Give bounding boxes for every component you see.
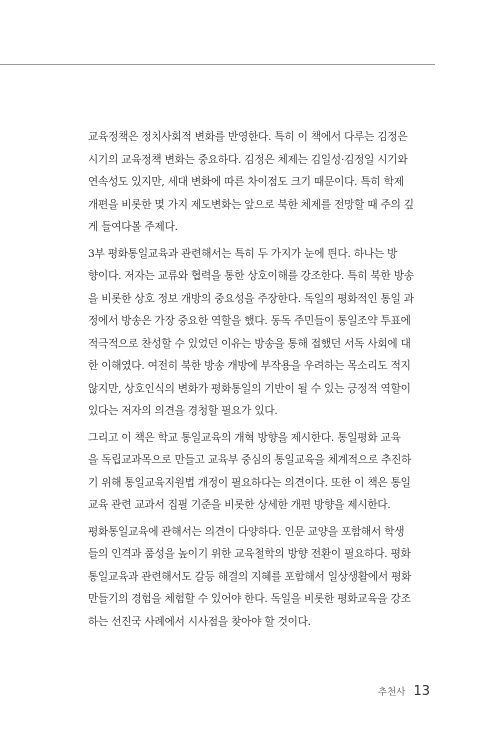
- paragraph-2-line-6: 한 이해였다. 여전히 북한 방송 개방에 부작용을 우려하는 목소리도 적지: [88, 360, 411, 372]
- page-footer: [378, 684, 430, 699]
- paragraph-4-line-3: 통일교육과 관련해서도 갈등 해결의 지혜를 포함해서 일상생활에서 평화: [88, 570, 412, 583]
- paragraph-3-line-4: 교육 관련 교과서 집필 기준을 비롯한 상세한 개편 방향을 제시한다.: [88, 499, 391, 511]
- footer-section-label: 추천사: [377, 687, 406, 698]
- paragraph-3-line-3: 기 위해 통일교육지원법 개정이 필요하다는 의견이다. 또한 이 책은 통일: [88, 476, 411, 489]
- body-text: [88, 126, 438, 633]
- paragraph-2-line-1: 3부 평화통일교육과 관련해서는 특히 두 가지가 눈에 띈다. 하나는 방: [88, 247, 398, 260]
- paragraph-2-line-4: 정에서 방송은 가장 중요한 역할을 했다. 동독 주민들이 통일조약 투표에: [88, 315, 411, 327]
- paragraph-2-line-2: 향이다. 저자는 교류와 협력을 통한 상호이해를 강조한다. 특히 북한 방송: [88, 270, 414, 282]
- paragraph-1-line-4: 개편을 비롯한 몇 가지 제도변화는 앞으로 북한 체제를 전망할 때 주의 깊: [88, 198, 414, 211]
- header-rule: [0, 64, 435, 65]
- paragraph-4-line-5: 하는 선진국 사례에서 시사점을 찾아야 할 것이다.: [88, 615, 311, 628]
- paragraph-2-line-7: 않지만, 상호인식의 변화가 평화통일의 기반이 될 수 있는 긍정적 역할이: [88, 382, 411, 395]
- page-number: 13: [413, 684, 430, 699]
- paragraph-1-line-2: 시기의 교육정책 변화는 중요하다. 김정은 체제는 김일성·김정일 시기와: [88, 153, 408, 166]
- paragraph-1-line-5: 게 들여다볼 주제다.: [88, 221, 178, 233]
- paragraph-2-line-5: 적극적으로 찬성할 수 있었던 이유는 방송을 통해 접했던 서독 사회에 대: [88, 337, 411, 350]
- paragraph-4-line-1: 평화통일교육에 관해서는 의견이 다양하다. 인문 교양을 포함해서 학생: [88, 525, 405, 538]
- paragraph-4-line-2: 들의 인격과 품성을 높이기 위한 교육철학의 방향 전환이 필요하다. 평화: [88, 548, 411, 560]
- paragraph-1-line-1: 교육정책은 정치사회적 변화를 반영한다. 특히 이 책에서 다루는 김정은: [88, 131, 408, 143]
- paragraph-3-line-2: 을 독립교과목으로 만들고 교육부 중심의 통일교육을 체계적으로 추진하: [88, 454, 412, 466]
- paragraph-1-line-3: 연속성도 있지만, 세대 변화에 따른 차이점도 크기 때문이다. 특히 학제: [88, 176, 404, 188]
- paragraph-4-line-4: 만들기의 경험을 체험할 수 있어야 한다. 독일을 비롯한 평화교육을 강조: [88, 593, 411, 605]
- paragraph-2-line-8: 있다는 저자의 의견을 경청할 필요가 있다.: [88, 405, 278, 417]
- paragraph-2-line-3: 을 비롯한 상호 정보 개방의 중요성을 주장한다. 독일의 평화적인 통일 과: [88, 292, 414, 305]
- paragraph-3-line-1: 그리고 이 책은 학교 통일교육의 개혁 방향을 제시한다. 통일평화 교육: [88, 431, 401, 444]
